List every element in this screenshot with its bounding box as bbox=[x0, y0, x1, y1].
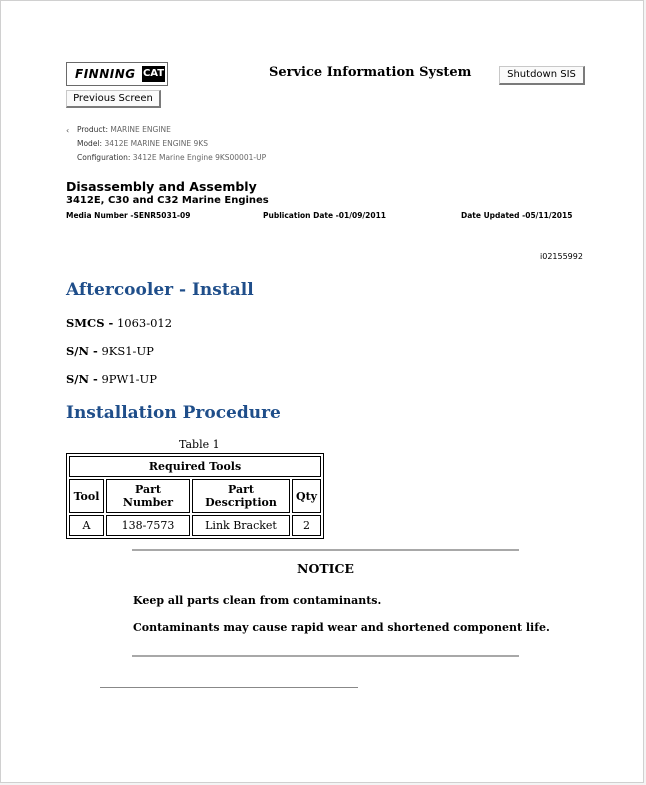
media-number: Media Number -SENR5031-09 bbox=[66, 211, 191, 220]
column-header: Tool bbox=[69, 479, 104, 513]
notice-bottom-rule bbox=[132, 655, 519, 657]
end-rule bbox=[100, 687, 358, 688]
serial-number-line-2 bbox=[66, 372, 157, 386]
table-row bbox=[69, 515, 321, 536]
model-value[interactable]: 3412E MARINE ENGINE 9KS bbox=[104, 139, 208, 148]
smcs-value: 1063-012 bbox=[116, 316, 173, 330]
table-cell: A bbox=[69, 515, 104, 536]
column-header: Part Description bbox=[192, 479, 290, 513]
cat-badge: CAT bbox=[142, 66, 165, 82]
sn1-value: 9KS1-UP bbox=[101, 344, 154, 358]
sn1-label: S/N - bbox=[66, 344, 98, 358]
product-label: Product: bbox=[77, 125, 109, 134]
back-chevron-icon[interactable]: ‹ bbox=[66, 126, 70, 135]
notice-top-rule bbox=[132, 549, 519, 551]
product-value[interactable]: MARINE ENGINE bbox=[110, 125, 171, 134]
model-label: Model: bbox=[77, 139, 103, 148]
table-cell: 2 bbox=[292, 515, 321, 536]
logo-text: FINNING bbox=[75, 67, 136, 81]
document-subtitle: 3412E, C30 and C32 Marine Engines bbox=[66, 195, 269, 206]
notice-title: NOTICE bbox=[297, 561, 354, 576]
table-title: Required Tools bbox=[69, 456, 321, 477]
finning-cat-logo bbox=[66, 62, 168, 86]
serial-number-line-1 bbox=[66, 344, 154, 358]
required-tools-table bbox=[66, 453, 324, 539]
config-label: Configuration: bbox=[77, 153, 131, 162]
breadcrumb-product bbox=[77, 125, 171, 134]
document-id: i02155992 bbox=[540, 252, 583, 261]
notice-line-1: Keep all parts clean from contaminants. bbox=[133, 594, 382, 607]
publication-date: Publication Date -01/09/2011 bbox=[263, 211, 387, 220]
config-value[interactable]: 3412E Marine Engine 9KS00001-UP bbox=[132, 153, 267, 162]
sn2-label: S/N - bbox=[66, 372, 98, 386]
section-heading: Aftercooler - Install bbox=[66, 280, 254, 300]
breadcrumb-model bbox=[77, 139, 208, 148]
table-caption: Table 1 bbox=[179, 438, 220, 451]
table-cell: 138-7573 bbox=[106, 515, 190, 536]
notice-line-2: Contaminants may cause rapid wear and shortened component life. bbox=[133, 621, 550, 634]
date-updated: Date Updated -05/11/2015 bbox=[461, 211, 573, 220]
column-header: Qty bbox=[292, 479, 321, 513]
smcs-line bbox=[66, 316, 172, 330]
breadcrumb-configuration bbox=[77, 153, 266, 162]
procedure-heading: Installation Procedure bbox=[66, 403, 281, 423]
smcs-label: SMCS - bbox=[66, 316, 114, 330]
column-header: Part Number bbox=[106, 479, 190, 513]
document-title: Disassembly and Assembly bbox=[66, 179, 257, 194]
sn2-value: 9PW1-UP bbox=[101, 372, 157, 386]
shutdown-sis-button[interactable]: Shutdown SIS bbox=[499, 66, 585, 85]
table-cell: Link Bracket bbox=[192, 515, 290, 536]
system-title: Service Information System bbox=[269, 65, 472, 80]
previous-screen-button[interactable]: Previous Screen bbox=[66, 90, 161, 108]
